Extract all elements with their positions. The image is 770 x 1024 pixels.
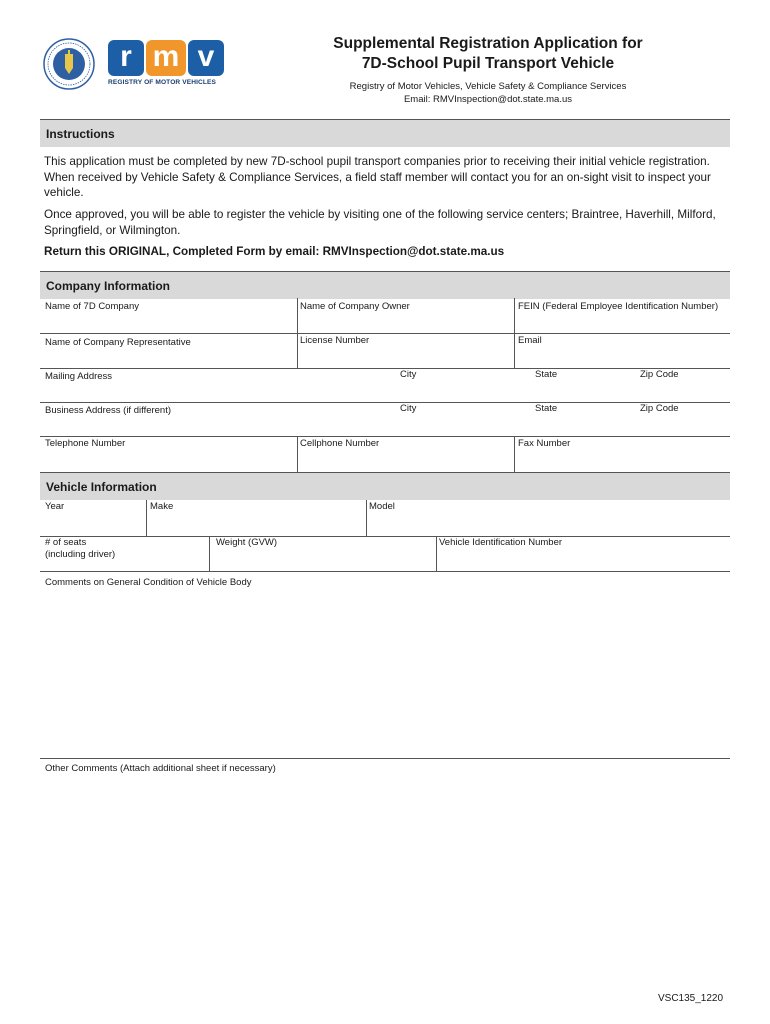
comments-body-field[interactable]: [42, 592, 730, 756]
label-fein: FEIN (Federal Employee Identification Number): [518, 301, 719, 312]
mailing-zip-field[interactable]: [640, 382, 729, 402]
company-column-divider: [297, 436, 298, 472]
instructions-header: [40, 119, 730, 147]
label-cellphone: Cellphone Number: [300, 438, 380, 449]
vehicle-column-divider: [436, 536, 437, 571]
instructions-heading: Instructions: [46, 127, 115, 141]
label-email: Email: [518, 335, 542, 346]
label-mailing-city: City: [400, 369, 417, 380]
agency-email: Email: RMVInspection@dot.state.ma.us: [403, 94, 573, 105]
vehicle-column-divider: [366, 500, 367, 536]
year-field[interactable]: [42, 515, 146, 535]
email-field[interactable]: [516, 348, 730, 368]
vehicle-info-header: [40, 473, 730, 500]
label-business-city: City: [400, 403, 417, 414]
label-model: Model: [369, 501, 395, 512]
instructions-paragraph-2: Once approved, you will be able to register the vehicle by visiting one of the following service centers; Braintree, Haverhill, Milford, Springfield, or Wilmington.: [44, 208, 716, 237]
weight-field[interactable]: [212, 550, 436, 570]
cellphone-field[interactable]: [299, 451, 513, 471]
business-state-field[interactable]: [535, 416, 634, 436]
label-make: Make: [150, 501, 174, 512]
label-fax: Fax Number: [518, 438, 571, 449]
company-row-divider: [40, 436, 730, 437]
company-row-divider: [40, 368, 730, 369]
vehicle-column-divider: [146, 500, 147, 536]
label-comments-body: Comments on General Condition of Vehicle Body: [45, 577, 252, 588]
rmv-logo-subtitle: REGISTRY OF MOTOR VEHICLES: [108, 79, 216, 86]
instructions-paragraph-1: This application must be completed by new 7D-school pupil transport companies prior to receiving their initial vehicle registration. When received by Vehicle Safety & Compliance Services, a field staff member will contact you for an on-sight visit to inspect your vehicle.: [44, 155, 711, 199]
company-row-divider: [40, 402, 730, 403]
label-other-comments: Other Comments (Attach additional sheet if necessary): [45, 763, 276, 774]
vehicle-row-divider: [40, 536, 730, 537]
company-owner-field[interactable]: [299, 313, 513, 333]
label-seats-note: (including driver): [45, 549, 116, 560]
label-telephone: Telephone Number: [45, 438, 126, 449]
label-company-representative: Name of Company Representative: [45, 337, 191, 348]
company-representative-field[interactable]: [42, 348, 296, 368]
vehicle-column-divider: [209, 536, 210, 571]
mailing-address-field[interactable]: [120, 382, 394, 402]
company-info-heading: Company Information: [46, 279, 171, 293]
company-info-header: [40, 271, 730, 299]
fein-field[interactable]: [516, 313, 730, 333]
license-number-field[interactable]: [299, 348, 513, 368]
form-title-line2: 7D-School Pupil Transport Vehicle: [361, 55, 615, 72]
business-city-field[interactable]: [400, 416, 529, 436]
business-zip-field[interactable]: [640, 416, 729, 436]
comments-divider: [40, 758, 730, 759]
label-business-zip: Zip Code: [640, 403, 679, 414]
form-code: VSC135_1220: [658, 993, 724, 1004]
model-field[interactable]: [369, 515, 729, 535]
label-mailing-zip: Zip Code: [640, 369, 679, 380]
label-mailing-state: State: [535, 369, 558, 380]
fax-field[interactable]: [516, 451, 730, 471]
other-comments-field[interactable]: [42, 779, 730, 983]
vehicle-row-divider: [40, 571, 730, 572]
form-title-line1: Supplemental Registration Application for: [333, 35, 643, 52]
vin-field[interactable]: [439, 550, 730, 570]
label-vin: Vehicle Identification Number: [439, 537, 563, 548]
label-business-address: Business Address (if different): [45, 405, 172, 416]
label-year: Year: [45, 501, 65, 512]
label-7d-company-name: Name of 7D Company: [45, 301, 139, 312]
mailing-state-field[interactable]: [535, 382, 634, 402]
label-company-owner: Name of Company Owner: [300, 301, 410, 312]
rmv-logo-m: m: [146, 40, 186, 76]
rmv-logo-r: r: [108, 40, 144, 76]
instructions-return: Return this ORIGINAL, Completed Form by email: RMVInspection@dot.state.ma.us: [44, 245, 505, 258]
state-seal: [43, 38, 95, 90]
label-business-state: State: [535, 403, 558, 414]
label-seats: # of seats: [45, 537, 87, 548]
business-address-field[interactable]: [185, 416, 394, 436]
rmv-logo: [108, 40, 226, 90]
company-row-divider: [40, 333, 730, 334]
seats-field[interactable]: [130, 550, 209, 570]
rmv-logo-v: v: [188, 40, 224, 76]
label-mailing-address: Mailing Address: [45, 371, 113, 382]
label-license-number: License Number: [300, 335, 370, 346]
vehicle-info-heading: Vehicle Information: [46, 480, 157, 494]
label-weight: Weight (GVW): [216, 537, 278, 548]
telephone-field[interactable]: [42, 451, 296, 471]
agency-line: Registry of Motor Vehicles, Vehicle Safety & Compliance Services: [349, 81, 627, 92]
company-column-divider: [514, 436, 515, 472]
company-column-divider: [514, 298, 515, 368]
make-field[interactable]: [149, 515, 365, 535]
company-column-divider: [297, 298, 298, 368]
mailing-city-field[interactable]: [400, 382, 529, 402]
7d-company-name-field[interactable]: [42, 313, 296, 333]
